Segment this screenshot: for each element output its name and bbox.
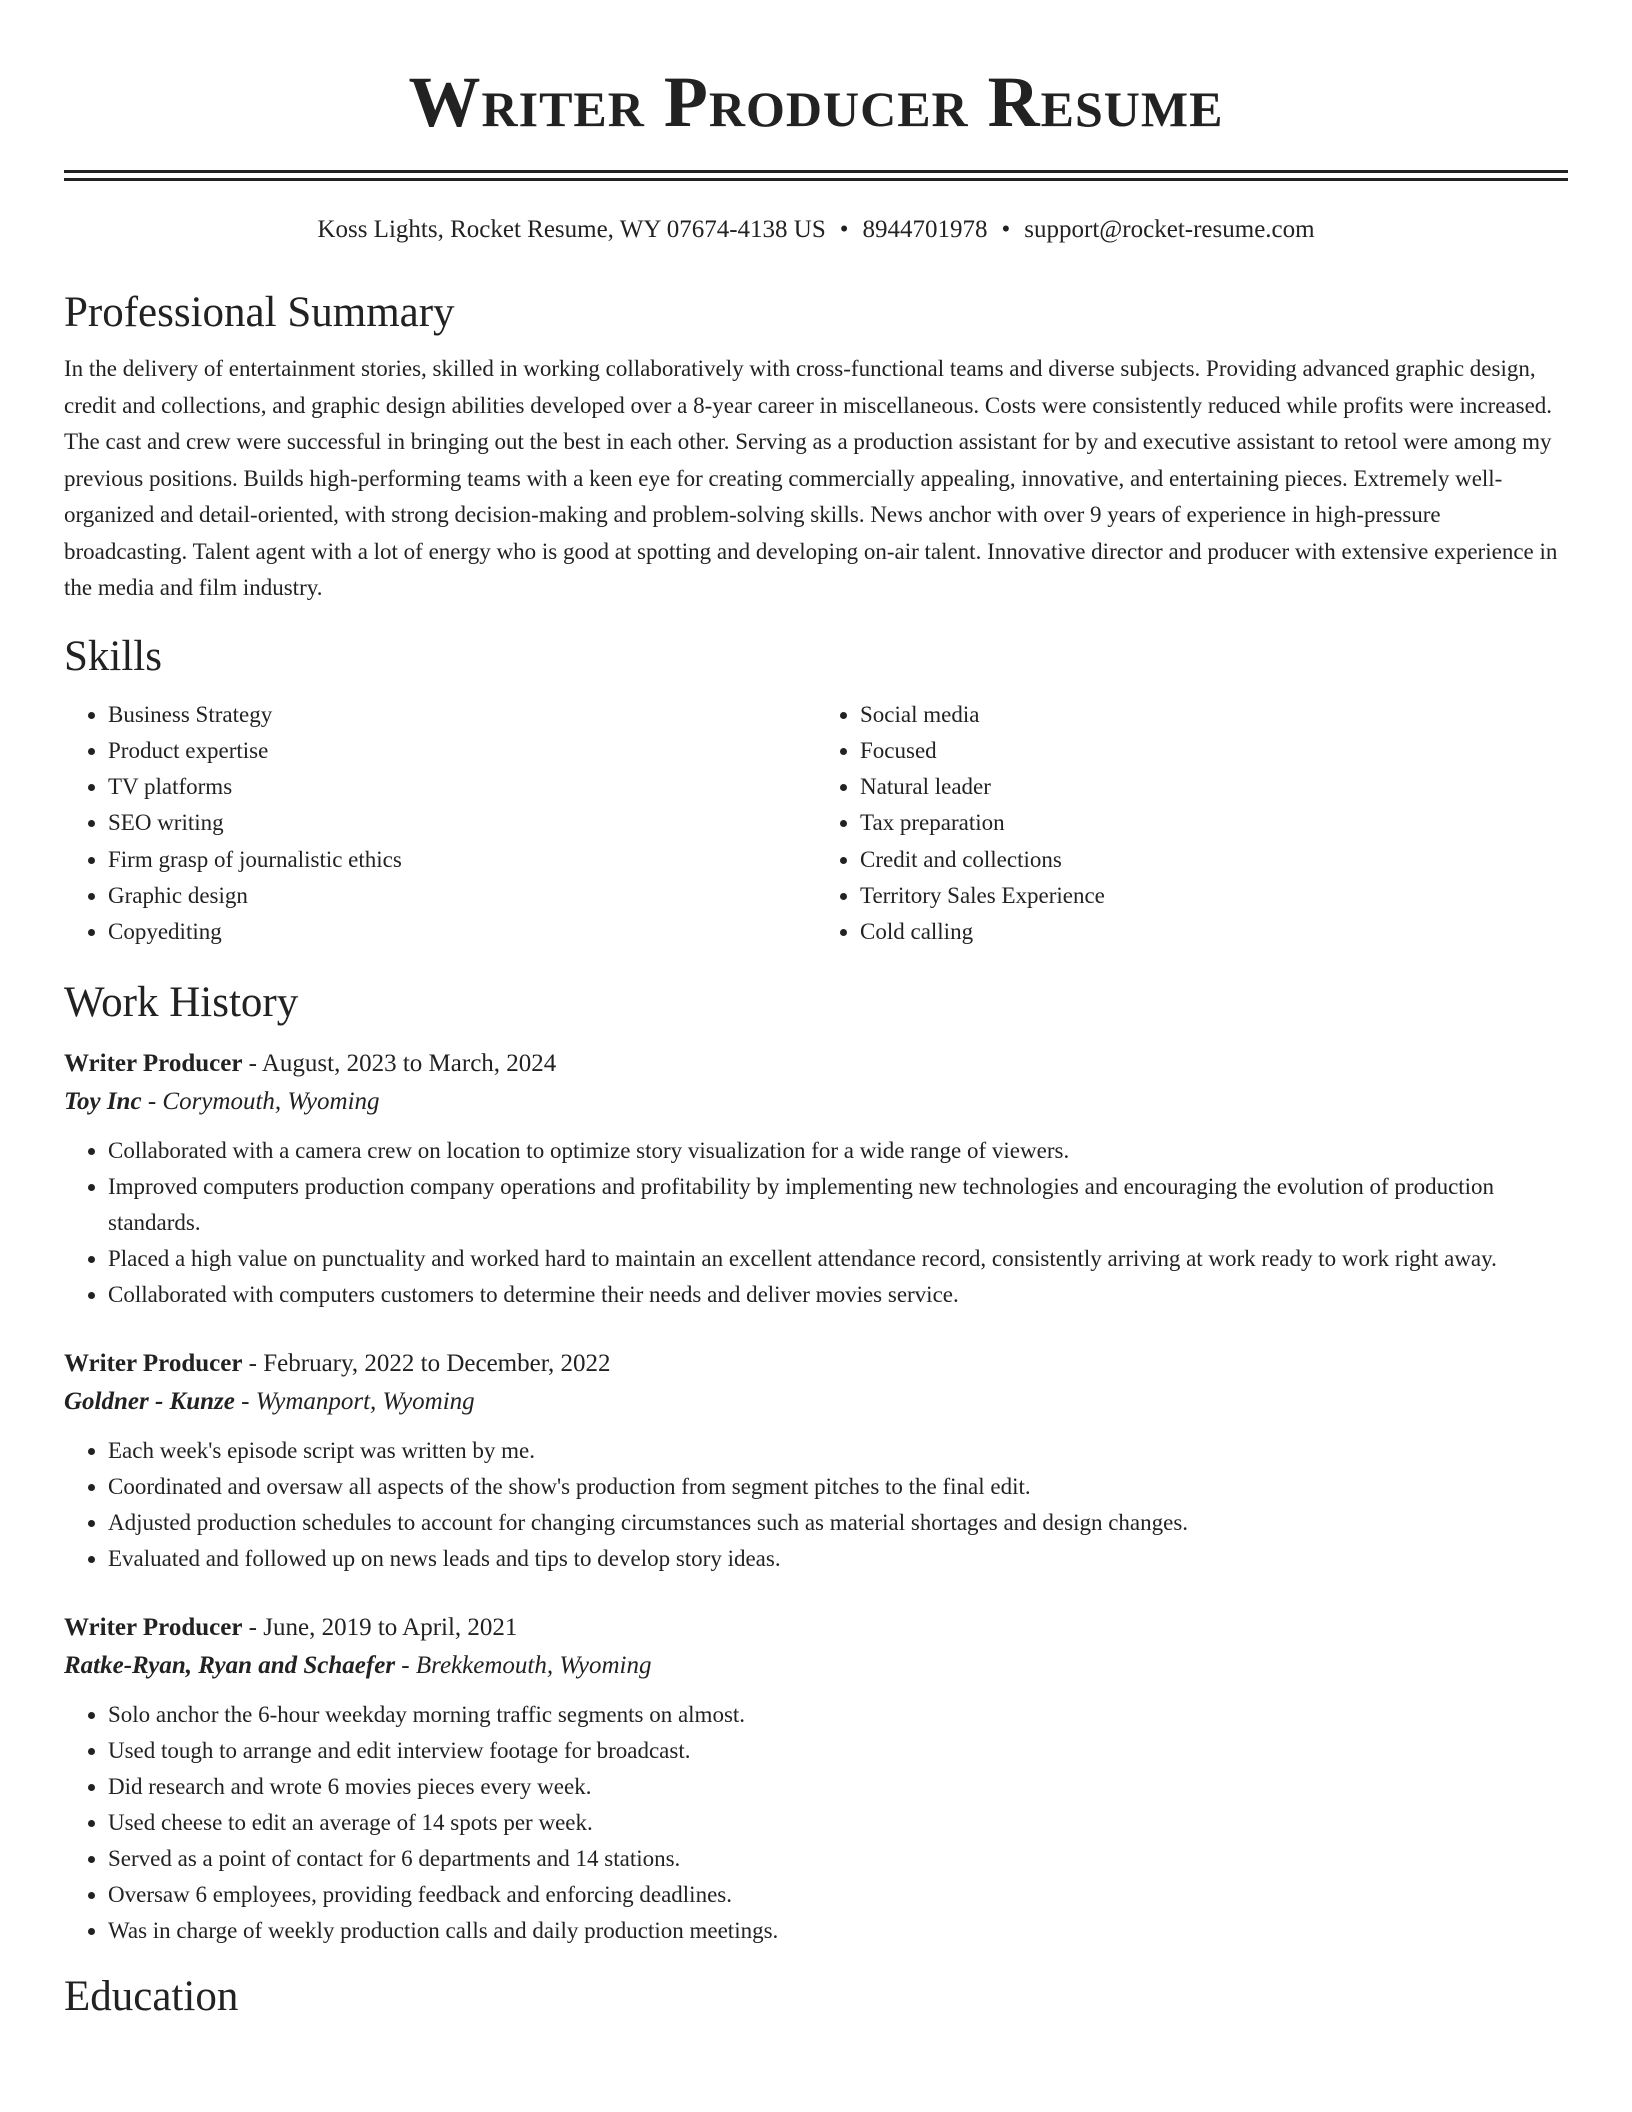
- contact-email: support@rocket-resume.com: [1024, 216, 1315, 243]
- job-location: - Wymanport, Wyoming: [234, 1387, 475, 1415]
- job-bullet: • Each week's episode script was written by me.: [108, 1433, 1568, 1469]
- job-bullet: • Used cheese to edit an average of 14 spots per week.: [108, 1805, 1568, 1841]
- work-history-heading: Work History: [64, 978, 299, 1026]
- job-dates: - February, 2022 to December, 2022: [242, 1349, 611, 1377]
- contact-separator: •: [839, 216, 849, 243]
- skill-item: • Firm grasp of journalistic ethics: [108, 842, 816, 878]
- job-dates: - June, 2019 to April, 2021: [242, 1613, 518, 1641]
- job-bullet: • Improved computers production company operations and profitability by implementing new technologies and encouraging the evolution of production standards.: [108, 1169, 1568, 1241]
- summary-text: In the delivery of entertainment stories, skilled in working collaboratively with cross-functional teams and diverse subjects. Providing advanced graphic design, credit and collections, and graphic design abilities developed over a 8-year career in miscellaneous. Costs were consistently reduced while profits were increased. The cast and crew were successful in bringing out the best in each other. Serving as a production assistant for by and executive assistant to retool were among my previous positions. Builds high-performing teams with a keen eye for creating commercially appealing, innovative, and entertaining pieces. Extremely well-organized and detail-oriented, with strong decision-making and problem-solving skills. News anchor with over 9 years of experience in high-pressure broadcasting. Talent agent with a lot of energy who is good at spotting and developing on-air talent. Innovative director and producer with extensive experience in the media and film industry.: [64, 356, 1558, 600]
- job-bullet: • Did research and wrote 6 movies pieces every week.: [108, 1769, 1568, 1805]
- job-bullet: • Collaborated with a camera crew on location to optimize story visualization for a wide range of viewers.: [108, 1133, 1568, 1169]
- skill-item: • Tax preparation: [860, 805, 1568, 841]
- job-bullet: • Solo anchor the 6-hour weekday morning traffic segments on almost.: [108, 1697, 1568, 1733]
- resume-title: Writer Producer Resume: [408, 62, 1224, 142]
- contact-phone: 8944701978: [862, 216, 988, 243]
- job-bullet: • Served as a point of contact for 6 departments and 14 stations.: [108, 1841, 1568, 1877]
- job-bullet: • Was in charge of weekly production calls and daily production meetings.: [108, 1913, 1568, 1949]
- skill-item: • Territory Sales Experience: [860, 878, 1568, 914]
- skill-item: • TV platforms: [108, 769, 816, 805]
- skills-column-right: [816, 697, 1568, 951]
- job-bullet: • Coordinated and oversaw all aspects of the show's production from segment pitches to the final edit.: [108, 1469, 1568, 1505]
- skill-item: • Product expertise: [108, 733, 816, 769]
- job-company: Ratke-Ryan, Ryan and Schaefer: [64, 1651, 396, 1679]
- job-entry: [64, 1609, 1568, 1949]
- summary-heading: Professional Summary: [64, 289, 455, 336]
- title-divider-bottom: [64, 178, 1568, 181]
- job-bullets: [64, 1133, 1568, 1313]
- job-bullet: • Placed a high value on punctuality and worked hard to maintain an excellent attendance record, consistently arriving at work ready to work right away.: [108, 1241, 1568, 1277]
- job-title-line: [64, 1345, 1568, 1383]
- title-divider-top: [64, 170, 1568, 173]
- job-company-line: [64, 1647, 1568, 1685]
- contact-address: Koss Lights, Rocket Resume, WY 07674-4138 US: [317, 216, 826, 243]
- job-bullet: • Adjusted production schedules to account for changing circumstances such as material shortages and design changes.: [108, 1505, 1568, 1541]
- job-bullet: • Oversaw 6 employees, providing feedback and enforcing deadlines.: [108, 1877, 1568, 1913]
- job-location: - Corymouth, Wyoming: [141, 1087, 380, 1115]
- job-title-line: [64, 1045, 1568, 1083]
- job-location: - Brekkemouth, Wyoming: [395, 1651, 652, 1679]
- skill-item: • Social media: [860, 697, 1568, 733]
- job-dates: - August, 2023 to March, 2024: [242, 1049, 557, 1077]
- job-company-line: [64, 1083, 1568, 1121]
- skills-column-left: [64, 697, 816, 951]
- skills-heading: Skills: [64, 632, 162, 680]
- job-bullet: • Evaluated and followed up on news leads and tips to develop story ideas.: [108, 1541, 1568, 1577]
- job-bullets: [64, 1433, 1568, 1577]
- skill-item: • Business Strategy: [108, 697, 816, 733]
- skill-item: • Natural leader: [860, 769, 1568, 805]
- job-title: Writer Producer: [64, 1349, 243, 1377]
- skill-item: • Copyediting: [108, 914, 816, 950]
- skill-item: • Focused: [860, 733, 1568, 769]
- job-company-line: [64, 1383, 1568, 1421]
- job-company: Goldner - Kunze: [64, 1387, 235, 1415]
- skills-list: [64, 697, 1568, 951]
- job-bullets: [64, 1697, 1568, 1949]
- job-entry: [64, 1045, 1568, 1313]
- job-bullet: • Used tough to arrange and edit interview footage for broadcast.: [108, 1733, 1568, 1769]
- education-heading: Education: [64, 1972, 239, 2020]
- skill-item: • Graphic design: [108, 878, 816, 914]
- contact-separator: •: [1001, 216, 1011, 243]
- job-title: Writer Producer: [64, 1613, 243, 1641]
- job-title: Writer Producer: [64, 1049, 243, 1077]
- resume-page: [64, 0, 1568, 2023]
- job-company: Toy Inc: [64, 1087, 142, 1115]
- contact-line: [64, 213, 1568, 247]
- job-entry: [64, 1345, 1568, 1577]
- skill-item: • Cold calling: [860, 914, 1568, 950]
- job-title-line: [64, 1609, 1568, 1647]
- job-bullet: • Collaborated with computers customers to determine their needs and deliver movies service.: [108, 1277, 1568, 1313]
- skill-item: • Credit and collections: [860, 842, 1568, 878]
- skill-item: • SEO writing: [108, 805, 816, 841]
